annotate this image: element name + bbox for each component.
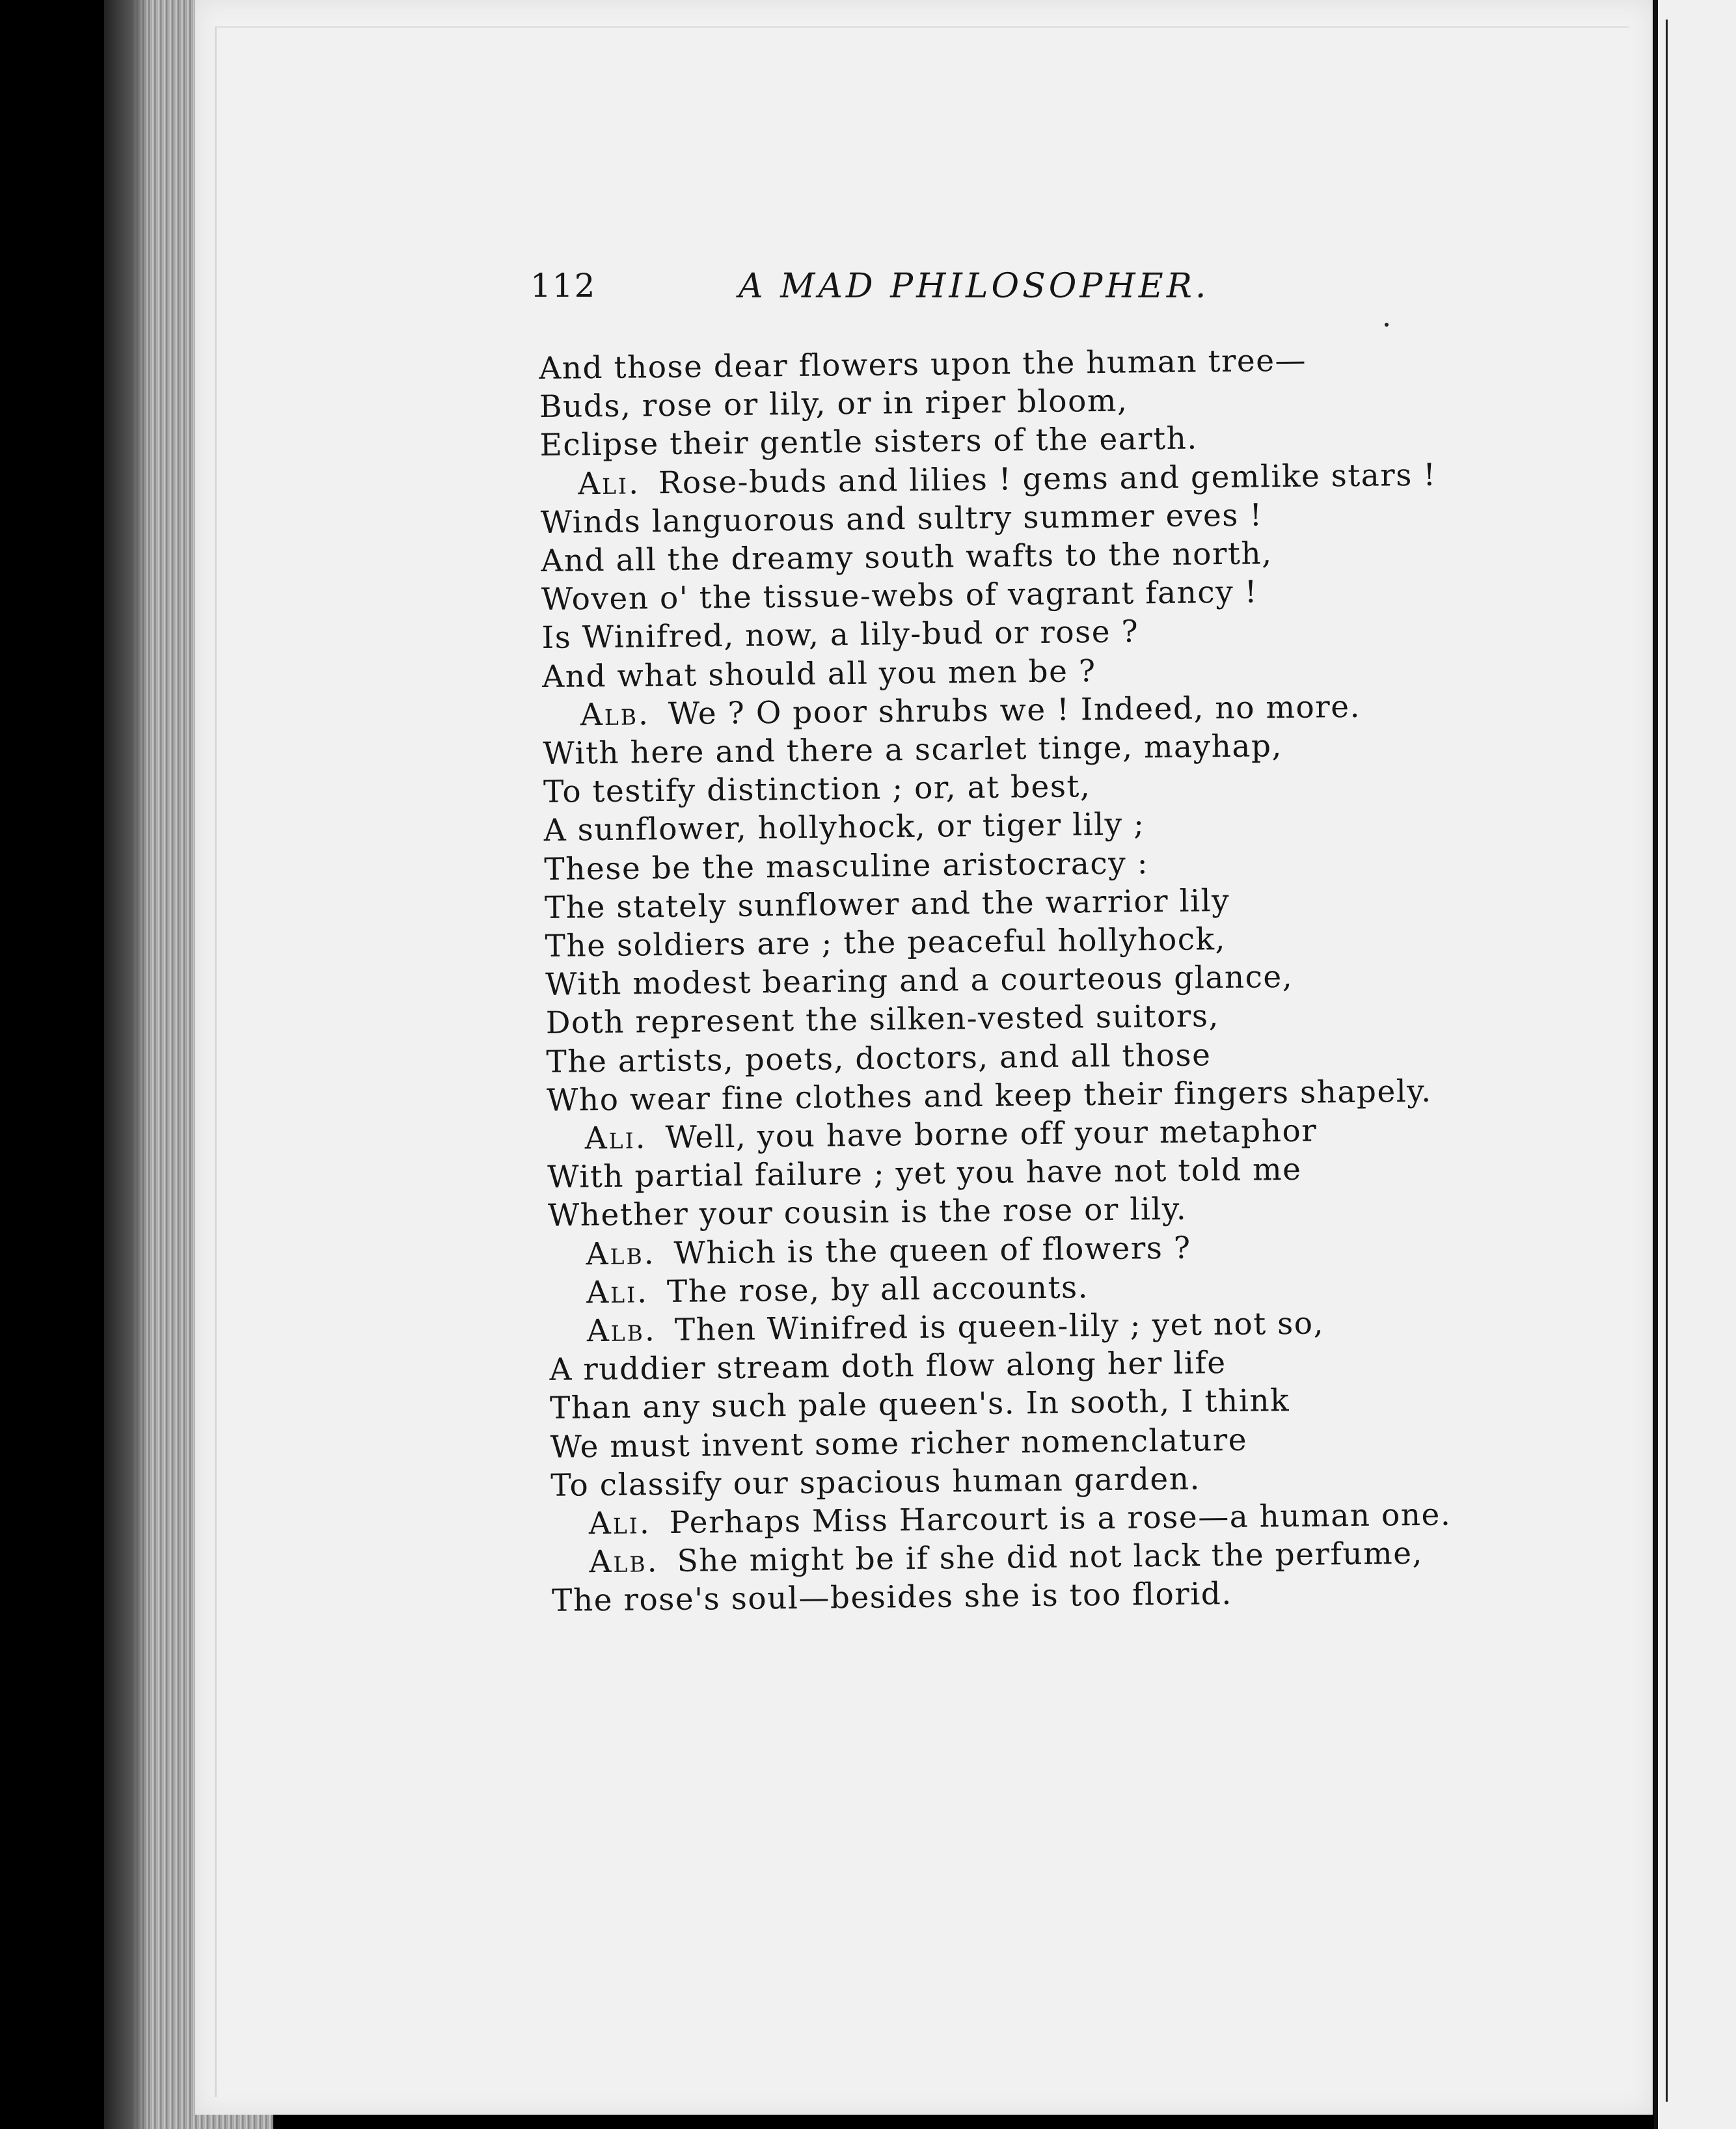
binding-shadow	[104, 0, 150, 2129]
verse-line	[549, 1344, 1227, 1389]
speaker-name: Ali.	[588, 1505, 652, 1542]
verse-line	[540, 496, 1263, 542]
line-text: With modest bearing and a courteous glance,	[545, 959, 1294, 1003]
line-text: The rose, by all accounts.	[666, 1269, 1089, 1310]
line-text: The rose's soul—besides she is too florid.	[551, 1576, 1233, 1620]
line-text: The stately sunflower and the warrior lily	[544, 882, 1230, 926]
speaker-name: Ali.	[577, 465, 641, 502]
facing-page-rule	[1666, 20, 1668, 2102]
line-text: Doth represent the silken-vested suitors,	[545, 998, 1220, 1042]
verse-line	[546, 997, 1220, 1042]
line-text: And what should all you men be ?	[541, 653, 1096, 695]
line-text: Is Winifred, now, a lily-bud or rose ?	[541, 614, 1139, 657]
verse-line	[550, 1382, 1290, 1428]
line-text: Woven o' the tissue-webs of vagrant fancy !	[541, 574, 1258, 618]
verse-line	[545, 958, 1294, 1004]
verse-line	[552, 1575, 1232, 1620]
speaker-name: Ali.	[584, 1120, 647, 1157]
line-text: We ? O poor shrubs we ! Indeed, no more.	[668, 688, 1361, 732]
verse-line	[545, 882, 1230, 927]
verse-line	[541, 574, 1258, 619]
line-text: We must invent some richer nomenclature	[550, 1422, 1248, 1465]
verse-line	[550, 1421, 1247, 1466]
verse-line	[544, 845, 1148, 889]
line-text: Eclipse their gentle sisters of the earth.	[539, 420, 1199, 464]
speaker-name: Ali.	[586, 1274, 649, 1311]
page-header	[530, 267, 1259, 319]
line-text: The soldiers are ; the peaceful hollyhock,	[545, 921, 1227, 964]
speech-line	[586, 1269, 1089, 1312]
speaker-name: Alb.	[589, 1543, 659, 1580]
verse-line	[546, 1037, 1212, 1081]
running-head: A MAD PHILOSOPHER.	[739, 267, 1210, 306]
line-text: Than any such pale queen's. In sooth, I think	[549, 1383, 1290, 1427]
line-text: Winds languorous and sultry summer eves !	[540, 497, 1263, 541]
line-text: Buds, rose or lily, or in riper bloom,	[539, 383, 1128, 426]
line-text: Which is the queen of flowers ?	[673, 1230, 1191, 1271]
verse-line	[541, 614, 1139, 658]
verse-line	[542, 653, 1096, 696]
verse-line	[548, 1191, 1187, 1235]
verse-line	[550, 1460, 1200, 1504]
speaker-name: Alb.	[586, 1312, 657, 1349]
line-text: A ruddier stream doth flow along her life	[549, 1345, 1227, 1389]
verse-line	[545, 921, 1226, 966]
verse-line	[547, 1151, 1302, 1197]
verse-line	[541, 535, 1273, 580]
line-text: And all the dreamy south wafts to the north,	[541, 536, 1273, 579]
speech-line	[584, 1113, 1317, 1158]
speaker-name: Alb.	[586, 1235, 656, 1272]
verse-line	[539, 342, 1307, 388]
line-text: A sunflower, hollyhock, or tiger lily ;	[543, 806, 1145, 849]
speech-line	[586, 1229, 1191, 1273]
verse-line	[543, 806, 1145, 850]
line-text: With partial failure ; yet you have not told me	[547, 1151, 1302, 1196]
speech-line	[586, 1305, 1324, 1350]
line-text: Whether your cousin is the rose or lily.	[547, 1191, 1187, 1234]
verse-line	[543, 768, 1091, 811]
page-number: 112	[530, 267, 597, 305]
verse-line	[543, 727, 1282, 773]
line-text: Well, you have borne off your metaphor	[665, 1113, 1318, 1156]
line-text: Who wear fine clothes and keep their fingers shapely.	[546, 1073, 1432, 1119]
line-text: With here and there a scarlet tinge, mayhap,	[543, 728, 1283, 772]
line-text: Rose-buds and lilies ! gems and gemlike stars !	[658, 457, 1437, 501]
speaker-name: Alb.	[580, 696, 651, 733]
line-text: To testify distinction ; or, at best,	[543, 768, 1091, 811]
line-text: These be the masculine aristocracy :	[544, 845, 1149, 888]
line-text: She might be if she did not lack the perfume,	[677, 1536, 1424, 1580]
line-text: To classify our spacious human garden.	[550, 1461, 1201, 1504]
line-text: And those dear flowers upon the human tree—	[539, 342, 1307, 386]
verse-line	[539, 383, 1128, 426]
line-text: Then Winifred is queen-lily ; yet not so,	[674, 1305, 1325, 1348]
line-text: Perhaps Miss Harcourt is a rose—a human one.	[669, 1497, 1452, 1541]
verse-line	[539, 420, 1198, 465]
ink-speck	[1385, 323, 1389, 327]
line-text: The artists, poets, doctors, and all those	[546, 1037, 1212, 1080]
